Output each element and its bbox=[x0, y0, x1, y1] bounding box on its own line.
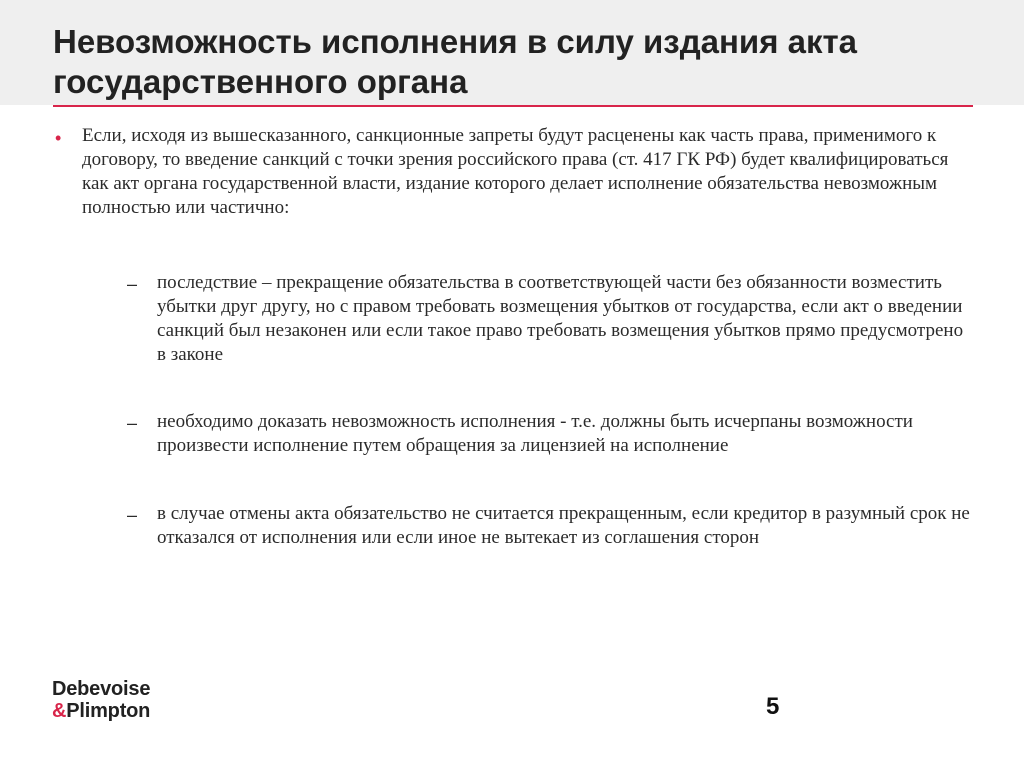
logo-ampersand: & bbox=[52, 700, 67, 722]
logo-line-1: Debevoise bbox=[52, 678, 151, 700]
dash-icon: – bbox=[127, 413, 138, 433]
sub-point-3: в случае отмены акта обязательство не считается прекращенным, если кредитор в разумный срок не отказался от исполнения или если иное не вытекает из соглашения сторон bbox=[157, 503, 970, 548]
slide-title: Невозможность исполнения в силу издания акта государственного органа bbox=[53, 23, 858, 100]
dash-icon: – bbox=[127, 274, 138, 294]
logo-line-2 bbox=[52, 700, 150, 722]
company-logo bbox=[52, 678, 150, 722]
bullet-icon: • bbox=[55, 128, 62, 148]
sub-point-1: последствие – прекращение обязательства в соответствующей части без обязанности возместить убытки друг другу, но с правом требовать возмещения убытков от государства, если акт о введении санкций был незаконен или если такое право требовать возмещения убытков прямо предусмотрено в законе bbox=[157, 272, 964, 365]
logo-line-2-text: Plimpton bbox=[66, 700, 151, 722]
dash-icon: – bbox=[127, 505, 138, 525]
page-number: 5 bbox=[766, 693, 780, 720]
main-point-text: Если, исходя из вышесказанного, санкционные запреты будут расценены как часть права, применимого к договору, то введение санкций с точки зрения российского права (ст. 417 ГК РФ) будет квалифицироваться как акт органа государственной власти, издание которого делает исполнение обязательства невозможным полностью или частично: bbox=[82, 125, 949, 218]
sub-point-2: необходимо доказать невозможность исполнения - т.е. должны быть исчерпаны возможности произвести исполнение путем обращения за лицензией на исполнение bbox=[157, 411, 913, 456]
title-underline bbox=[53, 105, 973, 107]
